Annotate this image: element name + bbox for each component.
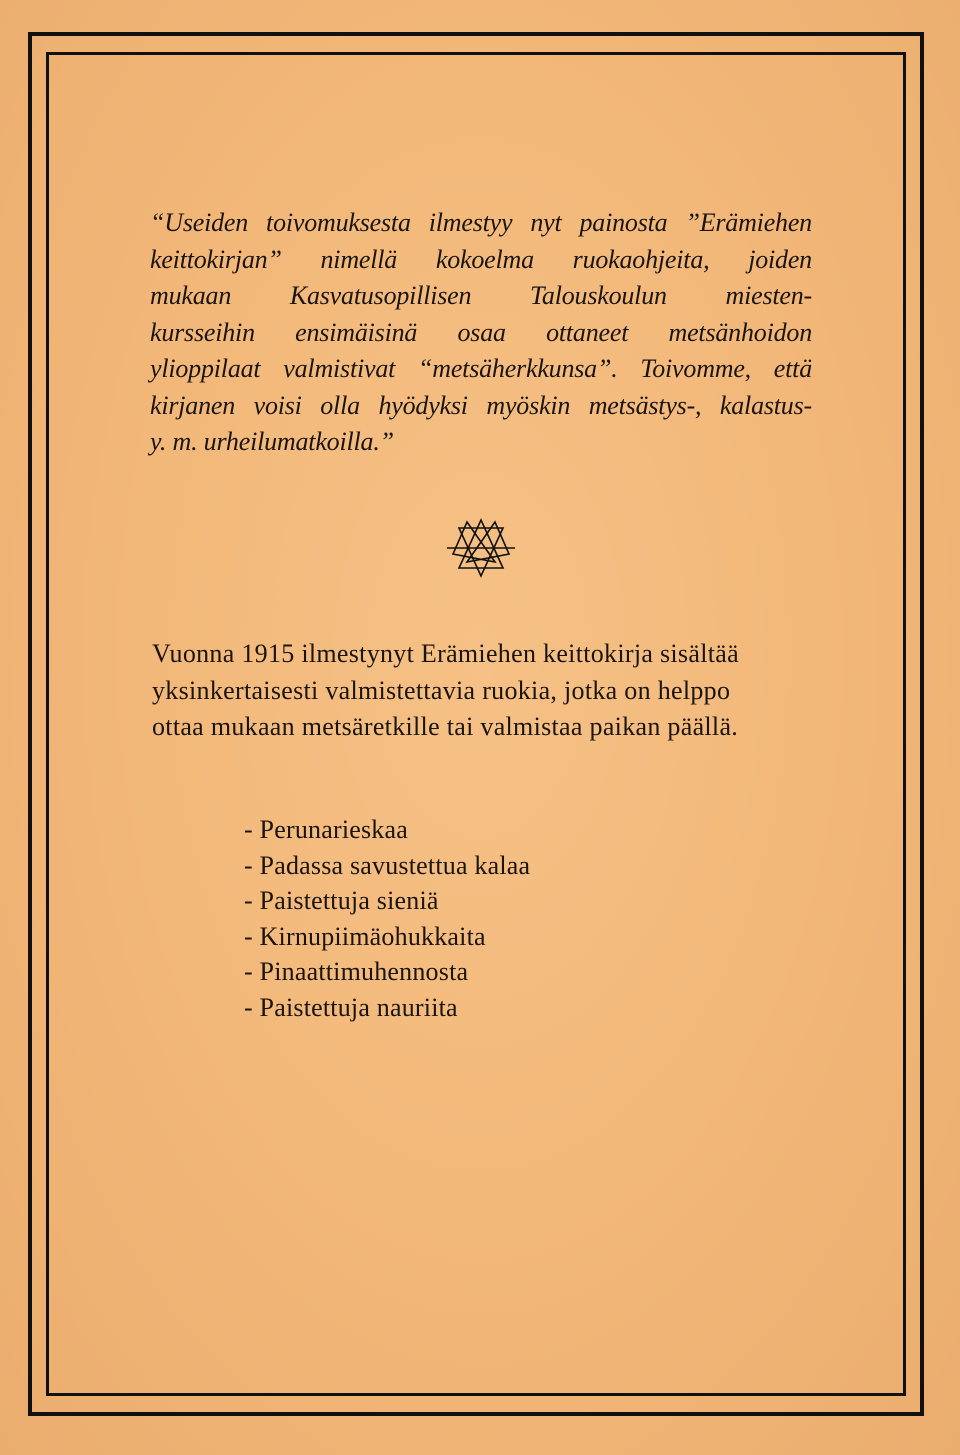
star-ornament-icon (445, 518, 517, 578)
quote-line: kursseihin ensimäisinä osaa ottaneet metsänhoidon (150, 317, 812, 347)
book-description (152, 636, 814, 746)
quote-line: y. m. urheilumatkoilla.” (150, 427, 394, 456)
quote-line: mukaan Kasvatusopillisen Talouskoulun miesten- (150, 281, 812, 310)
recipe-list-item: - Perunarieskaa (244, 815, 408, 844)
recipe-list-item: - Pinaattimuhennosta (244, 957, 469, 986)
quote-line: keittokirjan” nimellä kokoelma ruokaohjeita, joiden (150, 244, 812, 274)
preface-quote (150, 205, 812, 461)
description-line: Vuonna 1915 ilmestynyt Erämiehen keittokirja sisältää (152, 639, 739, 668)
description-line: yksinkertaisesti valmistettavia ruokia, jotka on helppo (152, 675, 731, 705)
quote-line: “Useiden toivomuksesta ilmestyy nyt painosta ”Erämiehen (150, 208, 812, 237)
recipe-list-item: - Paistettuja sieniä (244, 886, 439, 915)
recipe-list-item: - Paistettuja nauriita (244, 992, 458, 1022)
description-line: ottaa mukaan metsäretkille tai valmistaa paikan päällä. (152, 712, 739, 741)
recipe-list (244, 812, 530, 1025)
recipe-list-item: - Kirnupiimäohukkaita (244, 921, 486, 951)
recipe-list-item: - Padassa savustettua kalaa (244, 850, 531, 880)
quote-line: ylioppilaat valmistivat “metsäherkkunsa”. Toivomme, että (150, 354, 812, 383)
quote-line: kirjanen voisi olla hyödyksi myöskin metsästys-, kalastus- (150, 390, 812, 420)
